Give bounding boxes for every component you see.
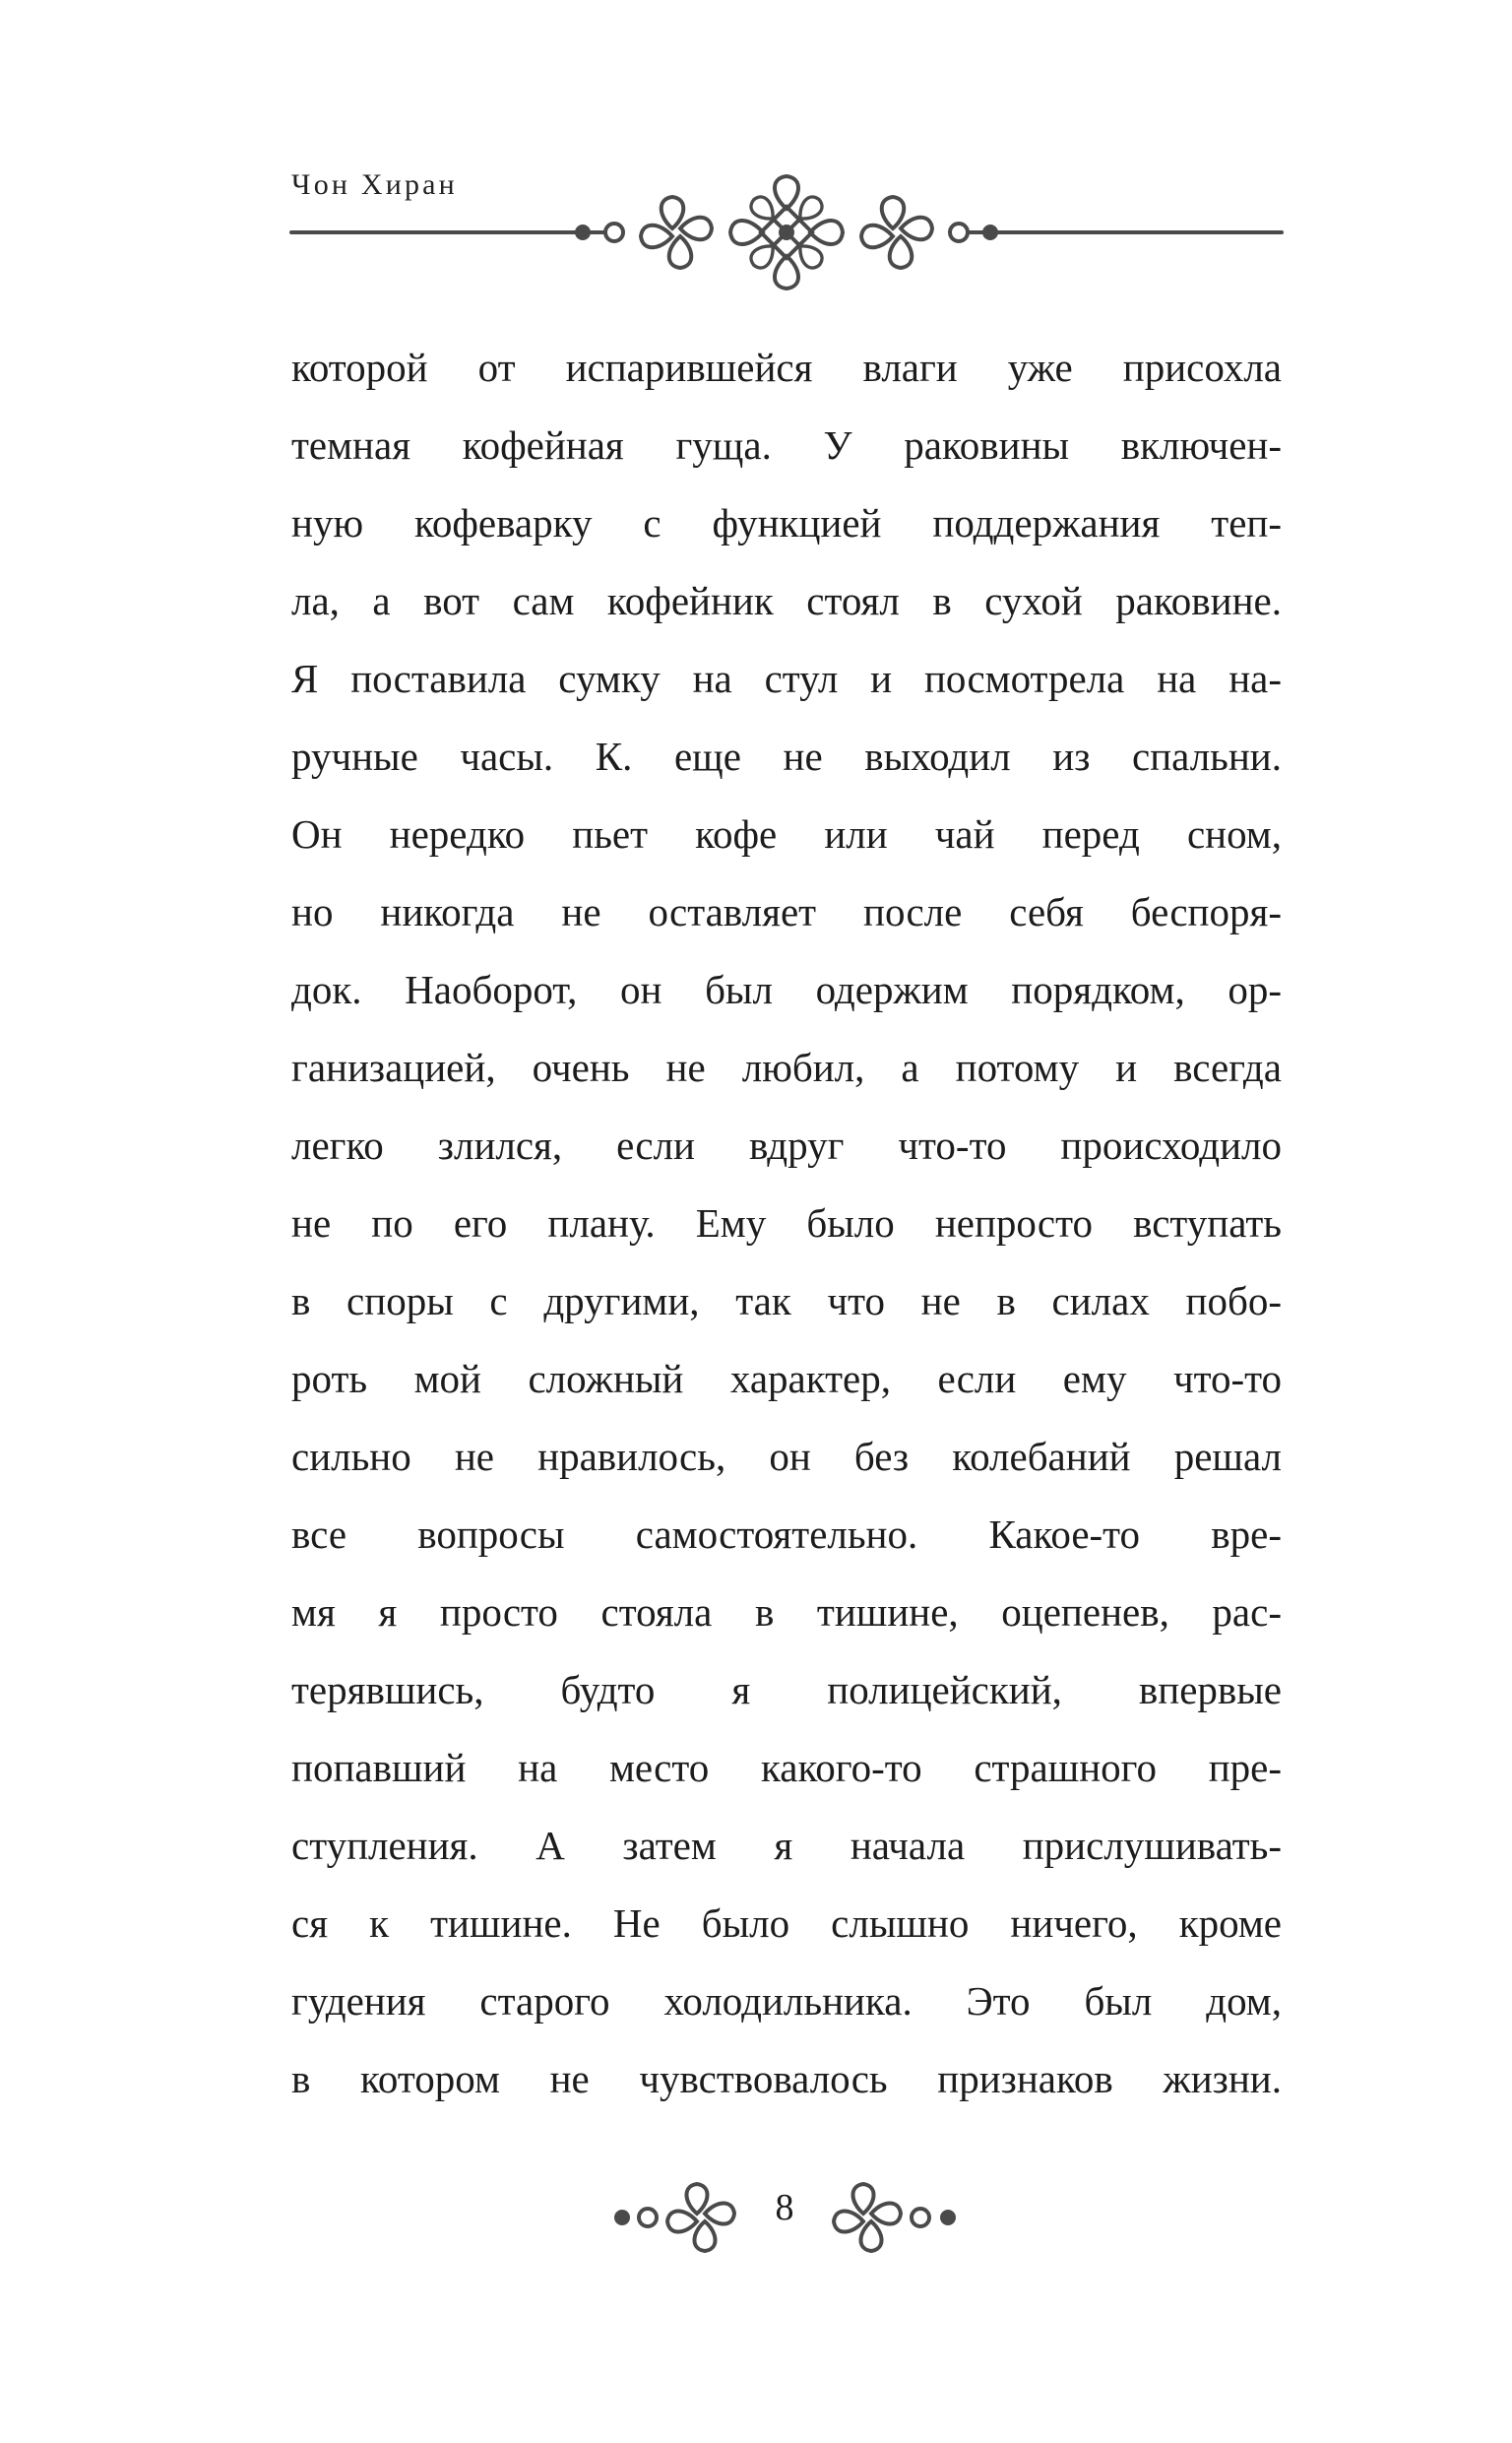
text-line: ную кофеварку с функцией поддержания теп- [291, 500, 1282, 546]
text-line: ручные часы. К. еще не выходил из спальни. [291, 734, 1282, 779]
text-line: роть мой сложный характер, если ему что-то [291, 1356, 1282, 1401]
text-line: в котором не чувствовалось признаков жизни. [291, 2056, 1282, 2101]
text-line: ла, а вот сам кофейник стоял в сухой раковине. [291, 578, 1282, 623]
text-line: которой от испарившейся влаги уже присохла [291, 345, 1282, 390]
text-line: ся к тишине. Не было слышно ничего, кроме [291, 1900, 1282, 1946]
text-line: не по его плану. Ему было непросто вступать [291, 1200, 1282, 1246]
text-line: мя я просто стояла в тишине, оцепенев, рас- [291, 1589, 1282, 1635]
text-line: ступления. А затем я начала прислушивать- [291, 1823, 1282, 1868]
body-text [291, 341, 1282, 2130]
text-line: Я поставила сумку на стул и посмотрела на на- [291, 656, 1282, 701]
text-line: попавший на место какого-то страшного пре- [291, 1745, 1282, 1790]
text-line: все вопросы самостоятельно. Какое-то вре- [291, 1511, 1282, 1557]
footer-ornament-icon [0, 2156, 1512, 2275]
text-line: Он нередко пьет кофе или чай перед сном, [291, 811, 1282, 857]
page-number: 8 [775, 2187, 794, 2228]
text-line: сильно не нравилось, он без колебаний решал [291, 1434, 1282, 1479]
text-line: терявшись, будто я полицейский, впервые [291, 1667, 1282, 1712]
text-line: гудения старого холодильника. Это был дом, [291, 1978, 1282, 2024]
text-line: ганизацией, очень не любил, а потому и всегда [291, 1045, 1282, 1090]
header-ornament-rule-icon [0, 0, 1512, 315]
running-head-author: Чон Хиран [291, 168, 458, 201]
text-line: но никогда не оставляет после себя беспоря- [291, 889, 1282, 934]
text-line: в споры с другими, так что не в силах побо- [291, 1278, 1282, 1323]
text-line: темная кофейная гуща. У раковины включен- [291, 422, 1282, 468]
text-line: легко злился, если вдруг что-то происходило [291, 1123, 1282, 1168]
text-line: док. Наоборот, он был одержим порядком, ор- [291, 967, 1282, 1012]
